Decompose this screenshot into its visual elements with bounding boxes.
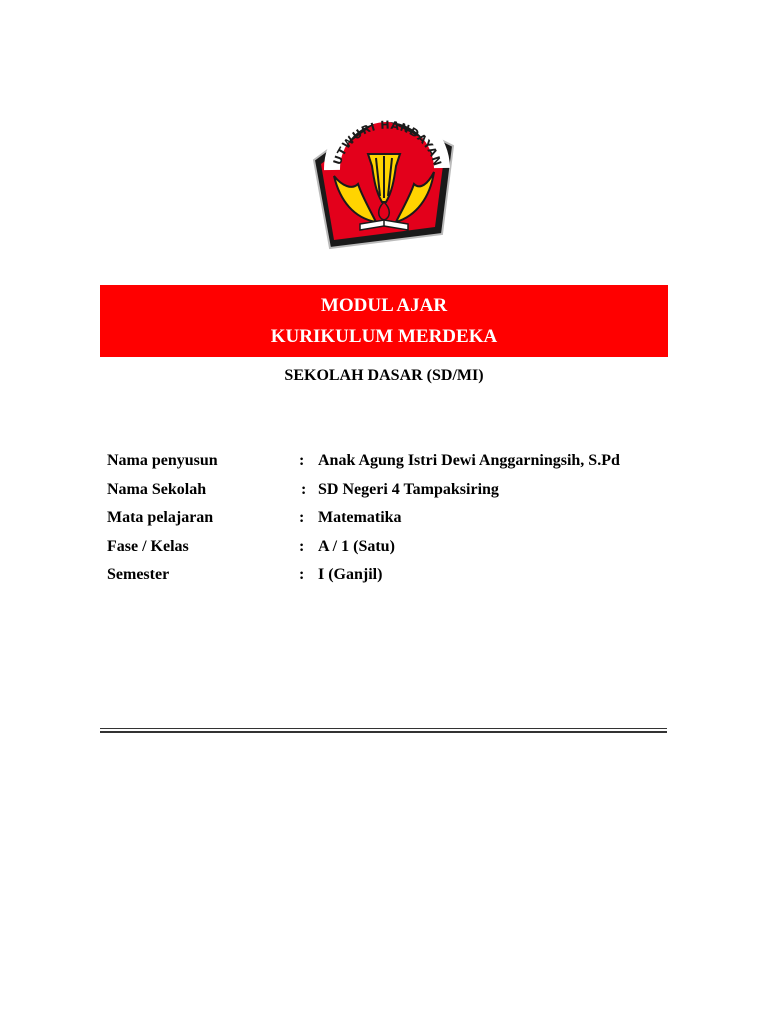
info-row-phase-class (107, 536, 667, 565)
double-divider (100, 728, 667, 733)
info-label: Fase / Kelas (107, 537, 189, 555)
tut-wuri-handayani-logo (310, 106, 458, 254)
school-level: SEKOLAH DASAR (SD/MI) (284, 367, 484, 384)
curriculum-title: KURIKULUM MERDEKA (270, 326, 498, 347)
info-value: A / 1 (Satu) (318, 537, 395, 555)
info-label: Nama Sekolah (107, 480, 207, 498)
title-banner (100, 285, 668, 357)
identity-info (107, 450, 667, 593)
info-label: Nama penyusun (107, 452, 218, 469)
info-row-school (107, 479, 667, 508)
document-title: MODUL AJAR (320, 295, 448, 316)
info-separator: : (299, 566, 305, 583)
info-value: SD Negeri 4 Tampaksiring (318, 480, 499, 498)
info-value: Anak Agung Istri Dewi Anggarningsih, S.Pd (318, 452, 620, 469)
info-row-semester (107, 564, 667, 593)
info-separator: : (299, 452, 305, 469)
emblem-motto: UTWURI HANDAYAN (330, 118, 444, 168)
info-label: Semester (107, 566, 170, 583)
info-separator: : (301, 480, 307, 498)
info-separator: : (299, 537, 305, 555)
info-row-author (107, 450, 667, 479)
info-label: Mata pelajaran (107, 509, 214, 526)
info-value: Matematika (318, 509, 402, 526)
info-row-subject (107, 507, 667, 536)
info-separator: : (299, 509, 305, 526)
info-value: I (Ganjil) (318, 566, 383, 583)
